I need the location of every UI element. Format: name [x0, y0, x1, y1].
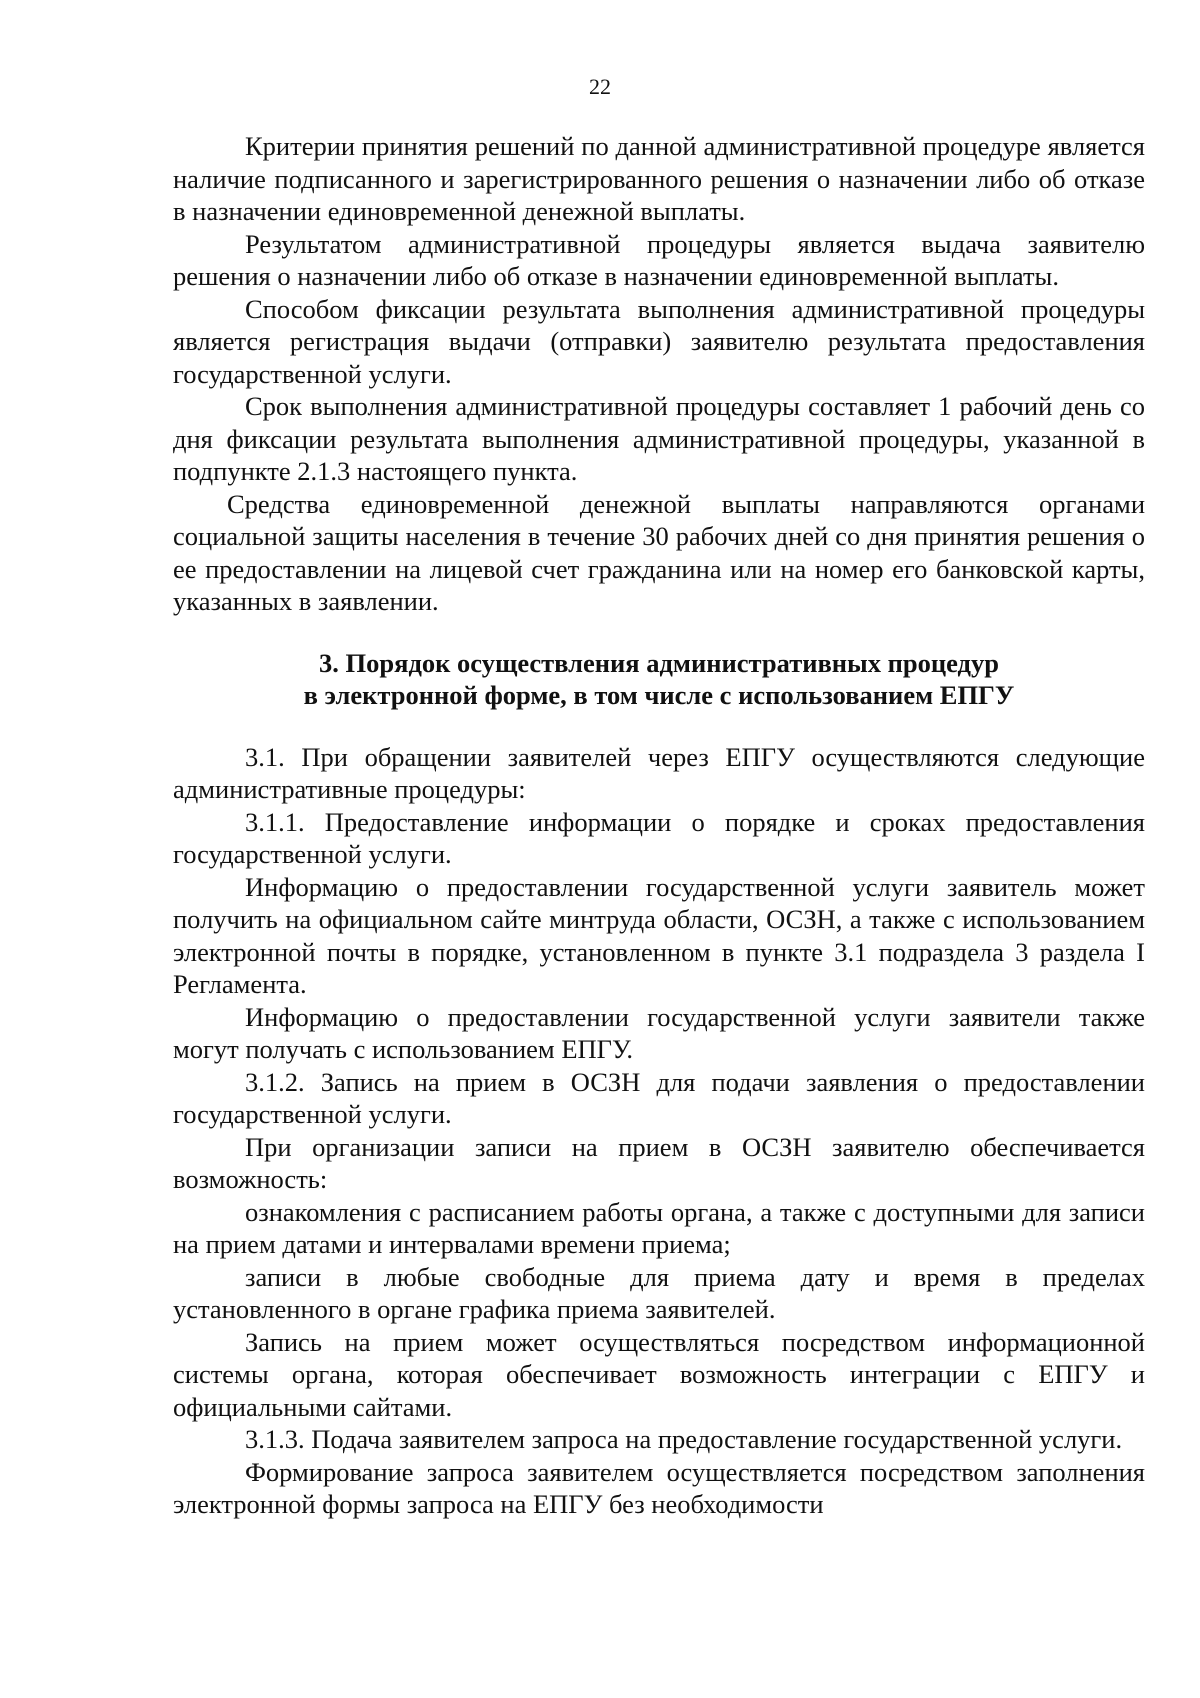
paragraph-3-1-3: 3.1.3. Подача заявителем запроса на предоставление государственной услуги.	[245, 1424, 1123, 1454]
paragraph-result-recording: Способом фиксации результата выполнения административной процедуры является регистрация выдачи (отправки) заявителю результата предоставления государственной услуги.	[173, 293, 1145, 389]
paragraph-3-1-2: 3.1.2. Запись на прием в ОСЗН для подачи заявления о предоставлении государственной услуги.	[173, 1066, 1145, 1129]
document-body	[173, 130, 1145, 1521]
section-heading-line-1: 3. Порядок осуществления административных процедур	[319, 647, 999, 678]
paragraph-payment-transfer: Средства единовременной денежной выплаты направляются органами социальной защиты населения в течение 30 рабочих дней со дня принятия решения о ее предоставлении на лицевой счет гражданина или на номер его банковской карты, указанных в заявлении.	[173, 488, 1145, 616]
paragraph-procedure-result: Результатом административной процедуры является выдача заявителю решения о назначении либо об отказе в назначении единовременной выплаты.	[173, 228, 1145, 291]
paragraph-procedure-deadline: Срок выполнения административной процедуры составляет 1 рабочий день со дня фиксации результата выполнения административной процедуры, указанной в подпункте 2.1.3 настоящего пункта.	[173, 391, 1145, 486]
paragraph-decision-criteria: Критерии принятия решений по данной административной процедуре является наличие подписанного и зарегистрированного решения о назначении либо об отказе в назначении единовременной денежной выплаты.	[173, 131, 1145, 226]
page-number: 22	[589, 74, 611, 99]
paragraph-info-sources: Информацию о предоставлении государственной услуги заявитель может получить на официальном сайте минтруда области, ОСЗН, а также с использованием электронной почты в порядке, установленном в пункте 3.1 подраздела 3 раздела I Регламента.	[173, 871, 1145, 999]
paragraph-booking-system: Запись на прием может осуществляться посредством информационной системы органа, которая обеспечивает возможность интеграции с ЕПГУ и официальными сайтами.	[173, 1326, 1145, 1422]
paragraph-schedule-familiarization: ознакомления с расписанием работы органа, а также с доступными для записи на прием датами и интервалами времени приема;	[173, 1196, 1145, 1259]
section-heading-line-2: в электронной форме, в том числе с использованием ЕПГУ	[303, 680, 1015, 710]
section-heading	[173, 647, 1145, 712]
paragraph-free-slot-booking: записи в любые свободные для приема дату и время в пределах установленного в органе графика приема заявителей.	[173, 1261, 1145, 1324]
paragraph-3-1-1: 3.1.1. Предоставление информации о порядке и сроках предоставления государственной услуги.	[173, 806, 1145, 869]
paragraph-appointment-organization: При организации записи на прием в ОСЗН заявителю обеспечивается возможность:	[173, 1131, 1145, 1194]
paragraph-info-epgu: Информацию о предоставлении государственной услуги заявители также могут получать с использованием ЕПГУ.	[173, 1001, 1145, 1064]
paragraph-request-forming: Формирование запроса заявителем осуществляется посредством заполнения электронной формы запроса на ЕПГУ без необходимости	[173, 1456, 1145, 1519]
paragraph-3-1: 3.1. При обращении заявителей через ЕПГУ осуществляются следующие административные процедуры:	[173, 741, 1145, 804]
